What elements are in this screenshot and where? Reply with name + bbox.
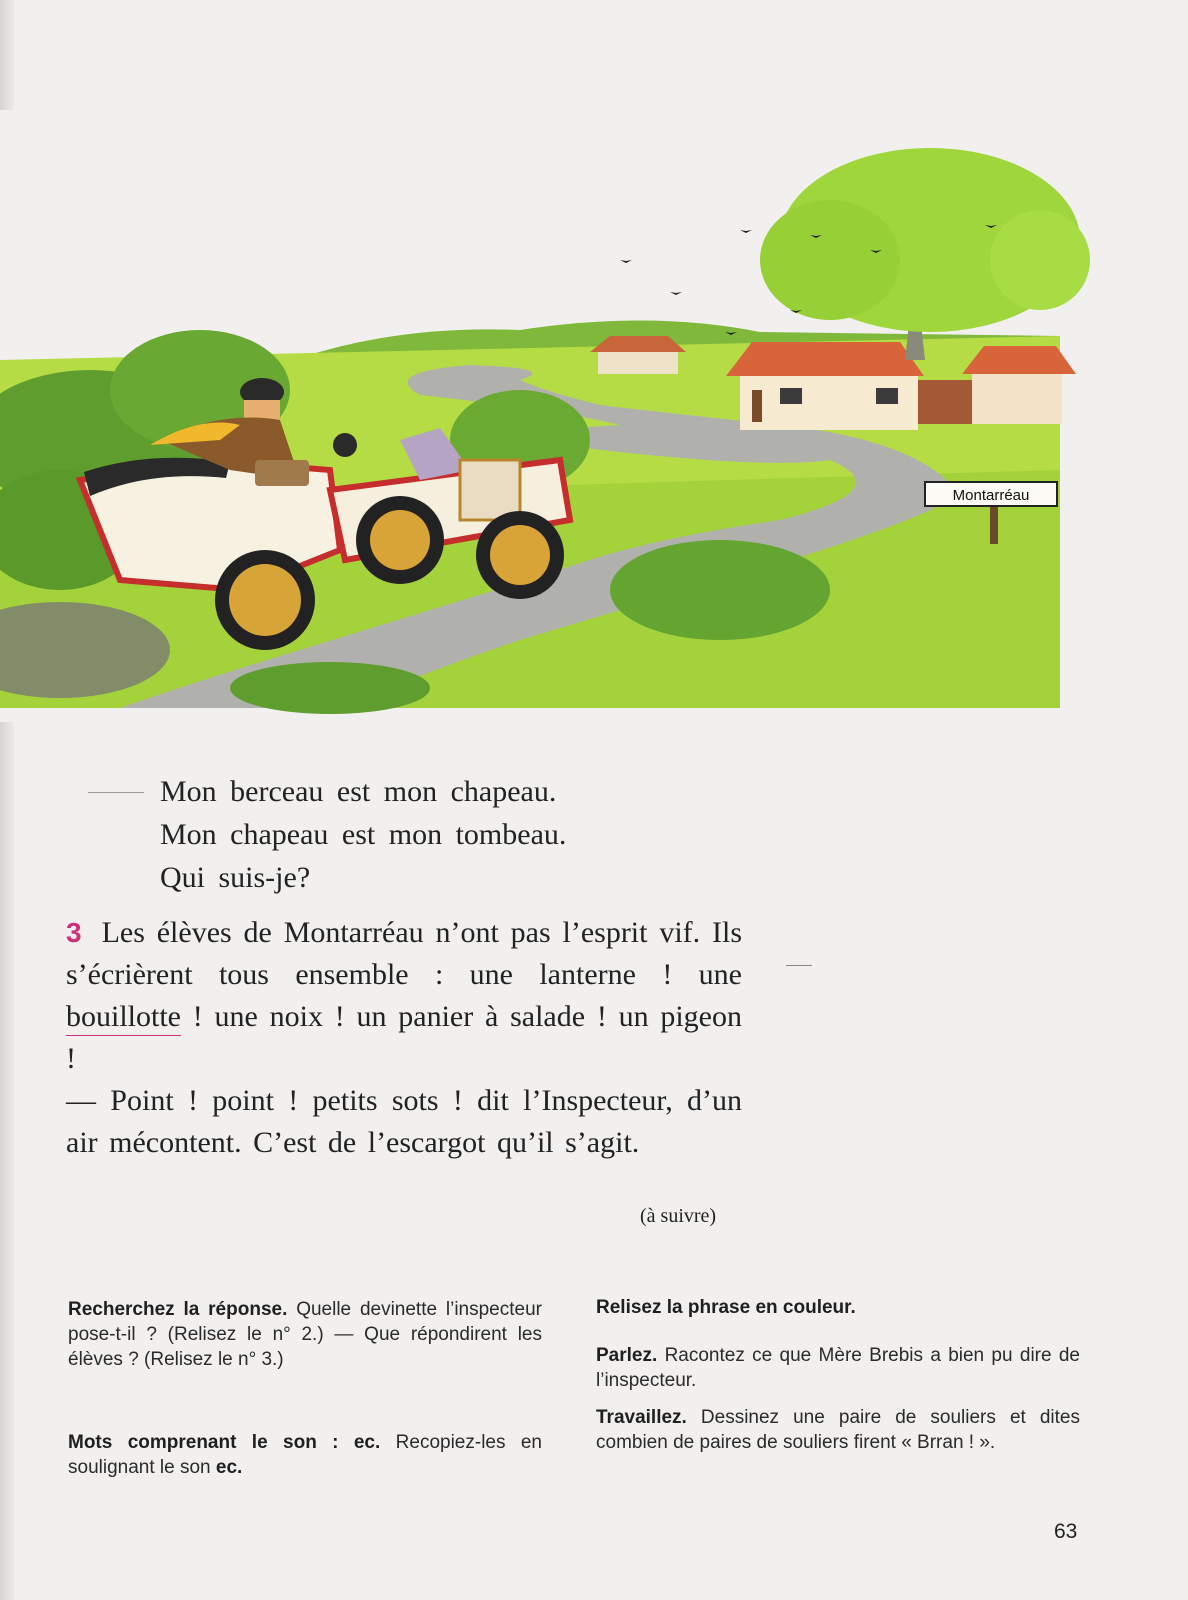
exercise-travaillez: [596, 1405, 1080, 1455]
poem-dash: [88, 792, 144, 793]
exercise-relisez: [596, 1295, 1080, 1320]
exercise-label: Mots comprenant le son : ec.: [68, 1432, 381, 1453]
exercise-parlez: [596, 1343, 1080, 1393]
exercise-label: Travaillez.: [596, 1407, 687, 1428]
small-house: [590, 336, 686, 374]
inspector-reply: — Point ! point ! petits sots ! dit l’Inspecteur, d’un air mécontent. C’est de l’escargot qu’il s’agit.: [66, 1084, 742, 1159]
exercise-text: Racontez ce que Mère Brebis a bien pu dire de l’inspecteur.: [596, 1345, 1080, 1391]
poem-line: Mon chapeau est mon tombeau.: [160, 818, 567, 851]
poem-line: Qui suis-je?: [160, 861, 311, 894]
page-number: 63: [1054, 1520, 1078, 1543]
paragraph-text: Les élèves de Montarréau n’ont pas l’esprit vif. Ils s’écrièrent tous ensemble : une lanterne ! une: [66, 916, 742, 991]
main-house: [726, 342, 1076, 430]
poem: [160, 770, 566, 899]
underlined-word: bouillotte: [66, 1000, 181, 1036]
exercise-label: Recherchez la réponse.: [68, 1299, 288, 1320]
paragraph-text-end: ! une noix ! un panier à salade ! un pigeon !: [66, 1000, 742, 1075]
exercise-mots: [68, 1430, 542, 1480]
to-be-continued: (à suivre): [640, 1205, 717, 1227]
exercise-label: Relisez la phrase en couleur.: [596, 1297, 856, 1318]
poem-line: Mon berceau est mon chapeau.: [160, 775, 557, 808]
exercise-text: Recopiez-les en soulignant le son: [68, 1432, 542, 1478]
exercise-text: Quelle devinette l’inspecteur pose-t-il ? (Relisez le n° 2.) — Que répondirent les élèves ? (Relisez le n° 3.): [68, 1299, 542, 1370]
exercise-label: Parlez.: [596, 1345, 658, 1366]
paragraph-number: 3: [66, 917, 82, 948]
paragraph-3: [66, 912, 742, 1164]
illustration-car-countryside: [0, 110, 1090, 722]
margin-mark: [786, 965, 812, 966]
exercise-text: Dessinez une paire de souliers et dites combien de paires de souliers firent « Brran ! ».: [596, 1407, 1080, 1453]
exercise-sound: ec.: [215, 1457, 243, 1478]
exercise-recherchez: [68, 1297, 542, 1372]
sign-text: Montarréau: [952, 487, 1030, 504]
